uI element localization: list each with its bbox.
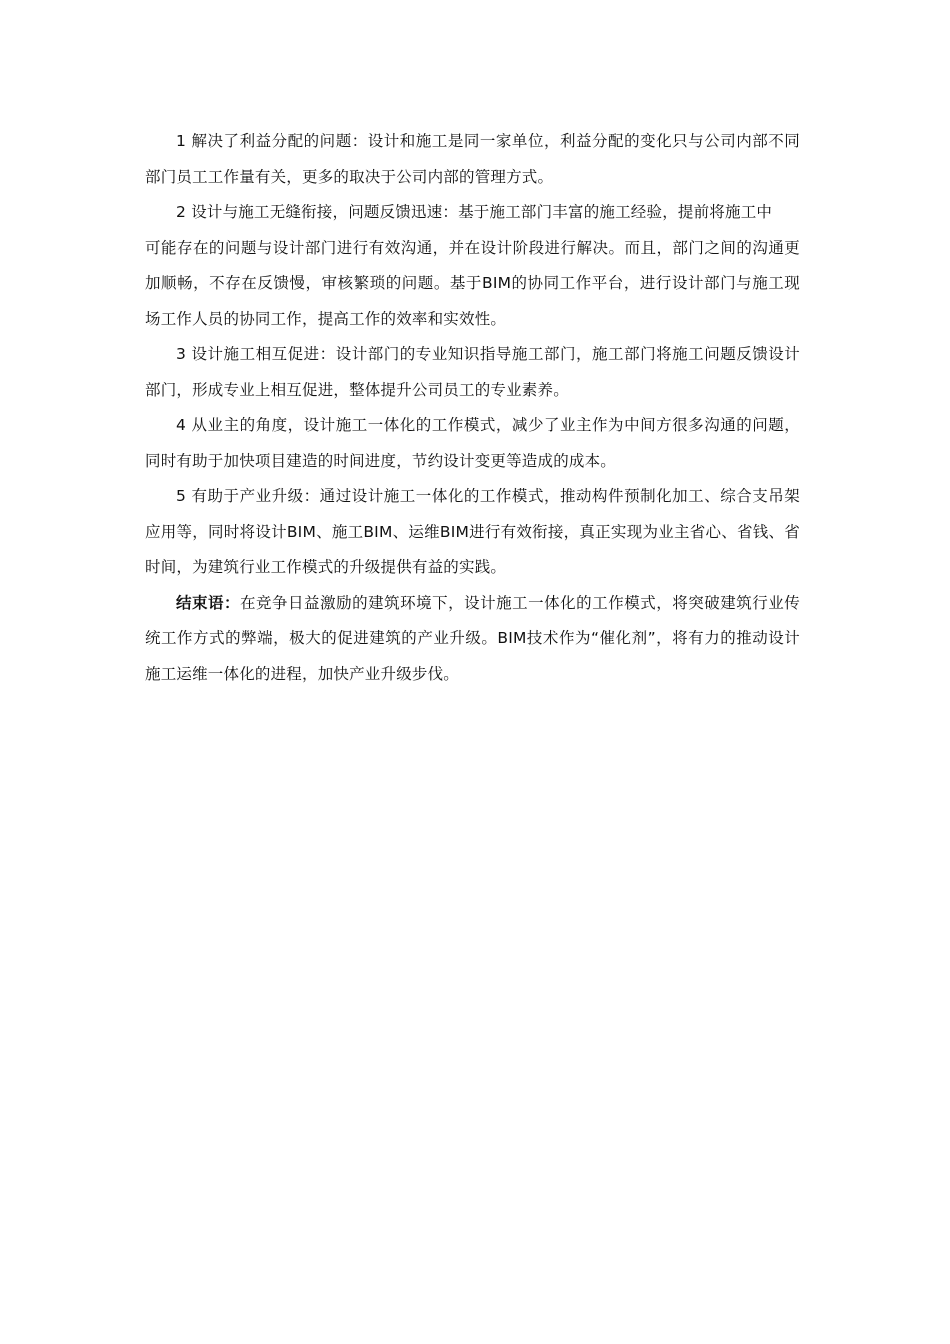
- conclusion-label: 结束语：: [176, 593, 241, 612]
- document-body: [145, 124, 800, 692]
- paragraph-4: 4 从业主的角度，设计施工一体化的工作模式，减少了业主作为中间方很多沟通的问题，同时有助于加快项目建造的时间进度，节约设计变更等造成的成本。: [145, 416, 800, 470]
- paragraph-2: 2 设计与施工无缝衔接，问题反馈迅速：基于施工部门丰富的施工经验，提前将施工中: [176, 203, 773, 221]
- paragraph-5: 5 有助于产业升级：通过设计施工一体化的工作模式，推动构件预制化加工、综合支吊架应用等，同时将设计BIM、施工BIM、运维BIM进行有效衔接，真正实现为业主省心、省钱、省时间，为建筑行业工作模式的升级提供有益的实践。: [145, 487, 800, 576]
- paragraph-1: 1 解决了利益分配的问题：设计和施工是同一家单位，利益分配的变化只与公司内部不同部门员工工作量有关，更多的取决于公司内部的管理方式。: [145, 132, 800, 186]
- conclusion-paragraph: [145, 586, 800, 693]
- paragraph-3: 3 设计施工相互促进：设计部门的专业知识指导施工部门，施工部门将施工问题反馈设计部门，形成专业上相互促进，整体提升公司员工的专业素养。: [145, 345, 800, 399]
- conclusion-text: 在竞争日益激励的建筑环境下，设计施工一体化的工作模式，将突破建筑行业传统工作方式的弊端，极大的促进建筑的产业升级。BIM技术作为“催化剂”，将有力的推动设计施工运维一体化的进程，加快产业升级步伐。: [145, 593, 800, 683]
- paragraph-2-continued: 可能存在的问题与设计部门进行有效沟通，并在设计阶段进行解决。而且，部门之间的沟通更加顺畅，不存在反馈慢，审核繁琐的问题。基于BIM的协同工作平台，进行设计部门与施工现场工作人员的协同工作，提高工作的效率和实效性。: [145, 238, 800, 328]
